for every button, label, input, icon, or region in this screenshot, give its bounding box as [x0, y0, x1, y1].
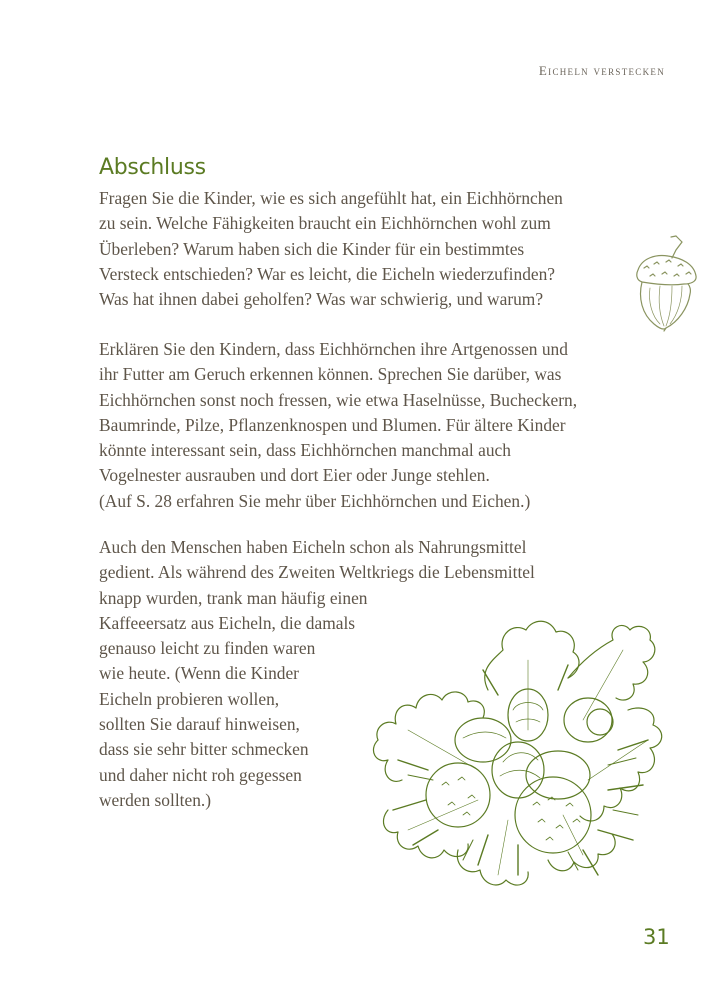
text-line: Vogelnester ausrauben und dort Eier oder Junge stehlen.: [99, 465, 490, 486]
text-line: dass sie sehr bitter schmecken: [99, 739, 309, 760]
text-line: Auch den Menschen haben Eicheln schon als Nahrungsmittel: [99, 537, 527, 557]
text-line: ihr Futter am Geruch erkennen können. Sprechen Sie darüber, was: [99, 364, 562, 385]
text-line: Eicheln probieren wollen,: [99, 688, 280, 709]
section-title: Abschluss: [99, 155, 206, 180]
text-line: Baumrinde, Pilze, Pflanzenknospen und Blumen. Für ältere Kinder: [99, 414, 566, 435]
text-line: Erklären Sie den Kindern, dass Eichhörnchen ihre Artgenossen und: [99, 339, 568, 359]
text-line: wie heute. (Wenn die Kinder: [99, 663, 299, 684]
text-line: Was hat ihnen dabei geholfen? Was war schwierig, und warum?: [99, 289, 544, 310]
text-line: Versteck entschieden? War es leicht, die Eicheln wiederzufinden?: [99, 263, 556, 284]
acorn-cluster-illustration-icon: [368, 600, 678, 900]
paragraph-reflection-questions: [99, 186, 563, 312]
text-line: (Auf S. 28 erfahren Sie mehr über Eichhörnchen und Eichen.): [99, 490, 531, 511]
text-line: Fragen Sie die Kinder, wie es sich angefühlt hat, ein Eichhörnchen: [99, 188, 563, 208]
text-line: Eichhörnchen sonst noch fressen, wie etwa Haselnüsse, Bucheckern,: [99, 389, 578, 410]
acorn-illustration-icon: [624, 232, 704, 332]
text-line: könnte interessant sein, dass Eichhörnchen manchmal auch: [99, 440, 511, 461]
paragraph-squirrel-facts: [99, 337, 577, 514]
text-line: genauso leicht zu finden waren: [99, 638, 316, 659]
text-line: werden sollten.): [99, 789, 212, 810]
text-line: knapp wurden, trank man häufig einen: [99, 587, 368, 608]
text-line: gedient. Als während des Zweiten Weltkriegs die Lebensmittel: [99, 562, 535, 583]
page-number: 31: [643, 925, 670, 949]
text-line: und daher nicht roh gegessen: [99, 764, 302, 785]
text-line: zu sein. Welche Fähigkeiten braucht ein Eichhörnchen wohl zum: [99, 213, 551, 234]
text-line: Kaffeeersatz aus Eicheln, die damals: [99, 612, 356, 633]
text-line: Überleben? Warum haben sich die Kinder für ein bestimmtes: [99, 238, 525, 259]
text-line: sollten Sie darauf hinweisen,: [99, 714, 300, 735]
running-head: Eicheln verstecken: [538, 63, 665, 78]
